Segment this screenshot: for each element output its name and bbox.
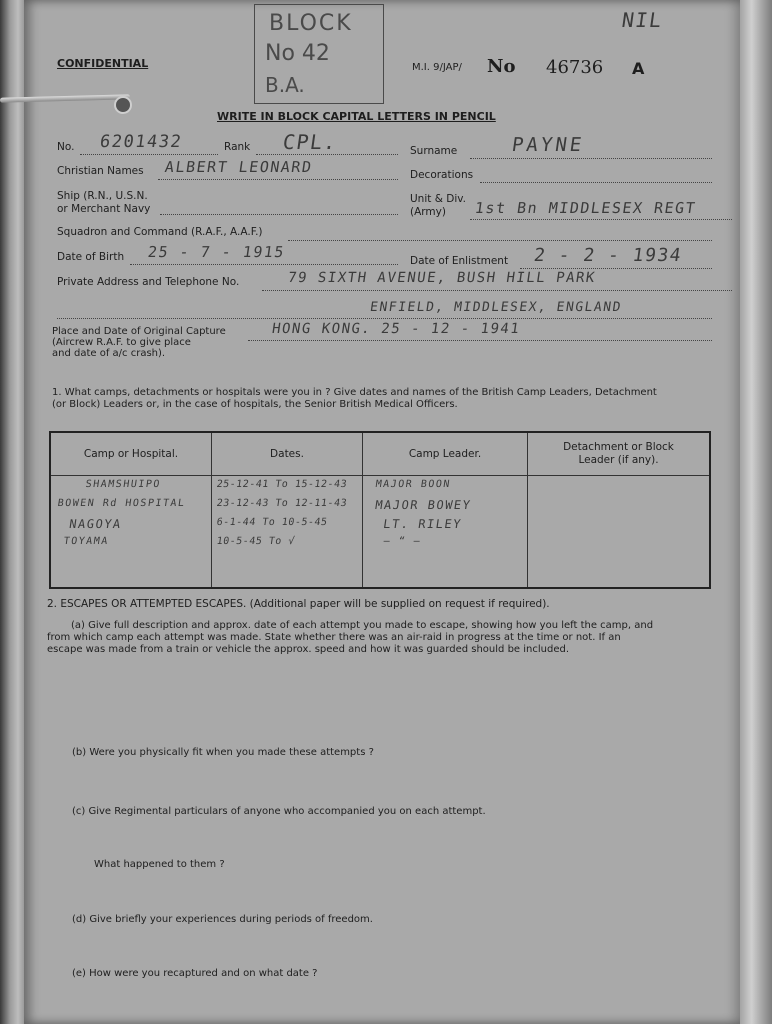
date-of-birth-label: Date of Birth [57, 251, 125, 263]
christian-names-label: Christian Names [57, 165, 144, 177]
rank-value: CPL. [281, 130, 339, 154]
address-label: Private Address and Telephone No. [57, 276, 240, 288]
question-2-heading: 2. ESCAPES OR ATTEMPTED ESCAPES. (Additional paper will be supplied on request if required). [47, 598, 550, 610]
camp-entry: TOYAMA [62, 536, 110, 547]
question-2c-followup: What happened to them ? [94, 859, 225, 870]
question-2a-line-3: escape was made from a train or vehicle the approx. speed and how it was guarded should be included. [47, 644, 570, 655]
date-entry: 6-1-44 To 10-5-45 [215, 517, 329, 528]
header-camp: Camp or Hospital. [50, 432, 212, 476]
no-label: No. [57, 141, 75, 153]
date-entry: 23-12-43 To 12-11-43 [215, 498, 348, 509]
date-of-birth-value: 25 - 7 - 1915 [146, 243, 287, 261]
punch-hole [114, 96, 132, 114]
question-1-line-2: (or Block) Leaders or, in the case of hospitals, the Senior British Medical Officers. [52, 399, 458, 410]
form-code: M.I. 9/JAP/ [412, 62, 462, 73]
question-2d: (d) Give briefly your experiences during periods of freedom. [72, 914, 373, 925]
leaders-cell [363, 476, 528, 589]
capture-label-line-3: and date of a/c crash). [52, 348, 166, 359]
christian-names-value: ALBERT LEONARD [163, 158, 314, 176]
surname-value: PAYNE [510, 134, 586, 156]
unit-label-line-2: (Army) [410, 206, 446, 218]
dates-cell [212, 476, 363, 589]
leader-entry: LT. RILEY [382, 517, 463, 531]
capture-label [52, 326, 226, 359]
leader-entry: MAJOR BOON [374, 479, 452, 490]
unit-value: 1st Bn MIDDLESEX REGT [473, 199, 698, 217]
ship-label-line-1: Ship (R.N., U.S.N. [57, 190, 148, 202]
camps-table [49, 431, 711, 589]
question-2a [47, 620, 653, 656]
squadron-label: Squadron and Command (R.A.F., A.A.F.) [57, 226, 263, 238]
header-detachment-leader: Detachment or Block Leader (if any). [528, 432, 711, 476]
stamp-line-2: No 42 [265, 41, 330, 66]
surname-label: Surname [410, 145, 458, 157]
ship-label-line-2: or Merchant Navy [57, 203, 151, 215]
number-label: No [487, 56, 516, 77]
date-entry: 25-12-41 To 15-12-43 [215, 479, 348, 490]
question-1-line-1: 1. What camps, detachments or hospitals were you in ? Give dates and names of the British Camp Leaders, Detachment [52, 387, 657, 398]
confidential-label: CONFIDENTIAL [57, 57, 149, 70]
question-1 [52, 387, 657, 411]
instruction-heading: WRITE IN BLOCK CAPITAL LETTERS IN PENCIL [217, 110, 496, 123]
question-2b: (b) Were you physically fit when you made these attempts ? [72, 747, 374, 758]
leader-entry: MAJOR BOWEY [374, 498, 473, 512]
leader-entry: — “ — [382, 536, 422, 547]
stamp-line-3: B.A. [265, 73, 305, 97]
ship-label [57, 190, 150, 216]
question-2c: (c) Give Regimental particulars of anyone who accompanied you on each attempt. [72, 806, 486, 817]
camp-entry: SHAMSHUIPO [84, 479, 162, 490]
address-line-2: ENFIELD, MIDDLESEX, ENGLAND [368, 300, 623, 315]
capture-value: HONG KONG. 25 - 12 - 1941 [270, 321, 522, 337]
unit-label-line-1: Unit & Div. [410, 193, 466, 205]
unit-label [410, 193, 466, 219]
header-camp-leader: Camp Leader. [363, 432, 528, 476]
detachment-cell [528, 476, 711, 589]
right-background [738, 0, 772, 1024]
service-number-value: 6201432 [98, 132, 184, 152]
header-dates: Dates. [212, 432, 363, 476]
address-line-1: 79 SIXTH AVENUE, BUSH HILL PARK [286, 270, 597, 286]
form-suffix: A [632, 59, 645, 78]
decorations-label: Decorations [410, 169, 474, 181]
date-of-enlistment-label: Date of Enlistment [410, 255, 509, 267]
camp-entry: BOWEN Rd HOSPITAL [56, 498, 187, 509]
rank-label: Rank [224, 141, 251, 153]
capture-label-line-1: Place and Date of Original Capture [52, 326, 226, 337]
question-2a-line-2: from which camp each attempt was made. State whether there was an air-raid in progress at the time or not. If an [47, 632, 621, 643]
camp-entry: NAGOYA [68, 517, 123, 531]
form-number: 46736 [546, 57, 604, 78]
question-2e: (e) How were you recaptured and on what date ? [72, 968, 318, 979]
date-of-enlistment-value: 2 - 2 - 1934 [532, 245, 684, 266]
block-stamp [254, 4, 384, 104]
camps-cell [50, 476, 212, 589]
nil-annotation: NIL [620, 8, 665, 32]
question-2a-line-1: (a) Give full description and approx. date of each attempt you made to escape, showing how you left the camp, and [71, 620, 654, 631]
stamp-line-1: BLOCK [269, 11, 353, 36]
date-entry: 10-5-45 To √ [215, 536, 296, 547]
capture-label-line-2: (Aircrew R.A.F. to give place [52, 337, 191, 348]
